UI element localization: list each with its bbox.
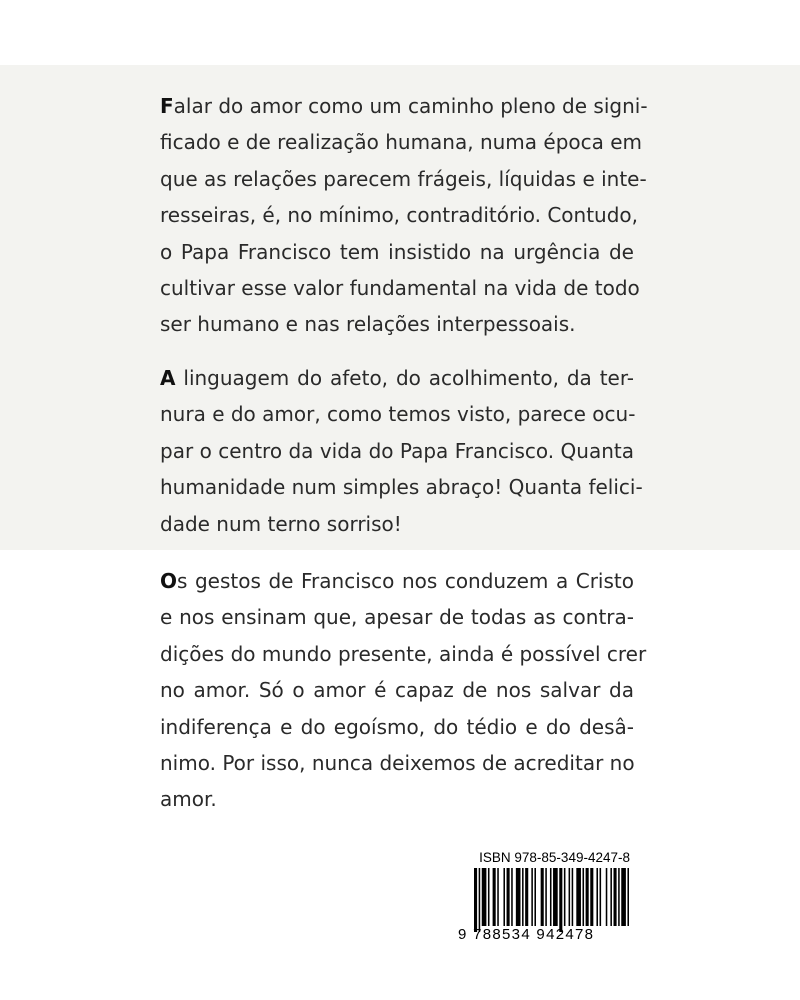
barcode-bar-3 [488, 868, 490, 926]
paragraph-3-line-6: nimo. Por isso, nunca deixemos de acreditar no [160, 751, 635, 776]
barcode-bar-26 [596, 868, 598, 926]
barcode-bar-25 [590, 868, 593, 926]
paragraph-2-initial: A [160, 366, 176, 390]
barcode-bar-16 [550, 868, 552, 926]
barcode-digits: 9 788534 942478 [458, 926, 595, 943]
paragraph-2 [160, 360, 643, 542]
paragraph-1-line-2: ficado e de realização humana, numa época em [160, 130, 643, 155]
paragraph-1-line-6: cultivar esse valor fundamental na vida de todo [160, 276, 640, 301]
barcode-bar-17 [553, 868, 558, 926]
paragraph-3-line-7: amor. [160, 787, 217, 812]
barcode-bar-1 [479, 868, 481, 932]
paragraph-3 [160, 563, 647, 818]
barcode-bar-31 [618, 868, 620, 926]
paragraph-2-line-2: nura e do amor, como temos visto, parece ocu- [160, 402, 636, 427]
barcode-bar-11 [525, 868, 528, 926]
paragraph-3-line-5: indiferença e do egoísmo, do tédio e do desâ- [160, 714, 634, 739]
barcode-bar-30 [614, 868, 617, 926]
paragraph-1-line-4: resseiras, é, no mínimo, contraditório. Contudo, [160, 203, 639, 228]
barcode-bar-4 [493, 868, 496, 926]
barcode-bar-13 [534, 868, 536, 926]
barcode-bar-14 [541, 868, 544, 926]
paragraph-3-line-3: dições do mundo presente, ainda é possível crer [160, 641, 647, 666]
barcode-bar-19 [564, 868, 566, 926]
barcode-bar-10 [522, 868, 524, 926]
paragraph-2-line-3: par o centro da vida do Papa Francisco. Quanta [160, 438, 634, 463]
paragraph-1-line-5: o Papa Francisco tem insistido na urgência de [160, 239, 634, 264]
barcode-bar-2 [482, 868, 487, 926]
barcode-bar-28 [606, 868, 608, 926]
paragraph-1-line-1: Falar do amor como um caminho pleno de signi- [160, 94, 648, 118]
barcode-bar-0 [474, 868, 477, 932]
paragraph-2-line-1: A linguagem do afeto, do acolhimento, da ter- [160, 366, 634, 390]
barcode-bar-6 [503, 868, 505, 926]
paragraph-1-line-3: que as relações parecem frágeis, líquidas e inte- [160, 166, 647, 191]
isbn-label: ISBN 978-85-349-4247-8 [479, 850, 630, 865]
barcode-bar-32 [621, 868, 626, 926]
barcode-bar-20 [569, 868, 571, 926]
barcode-bar-7 [507, 868, 510, 926]
barcode-bar-18 [559, 868, 562, 932]
paragraph-3-line-2: e nos ensinam que, apesar de todas as contra- [160, 605, 634, 630]
paragraph-2-line-5: dade num terno sorriso! [160, 511, 402, 536]
paragraph-3-line-4: no amor. Só o amor é capaz de nos salvar da [160, 678, 634, 703]
isbn-barcode [458, 850, 630, 946]
barcode-bar-29 [610, 868, 612, 926]
barcode-bar-8 [511, 868, 513, 926]
paragraph-1-initial: F [160, 94, 174, 118]
paragraph-1-line-7: ser humano e nas relações interpessoais. [160, 312, 576, 337]
barcode-bar-12 [531, 868, 533, 926]
barcode-bar-22 [576, 868, 581, 926]
barcode-bar-33 [627, 868, 629, 926]
paragraph-3-initial: O [160, 569, 178, 593]
barcode-bar-23 [583, 868, 585, 926]
barcode-bar-24 [586, 868, 589, 926]
barcode-bar-9 [516, 868, 521, 926]
barcode-bar-21 [572, 868, 574, 926]
barcode-bar-27 [600, 868, 602, 926]
barcode-bar-5 [497, 868, 499, 926]
paragraph-3-line-1: Os gestos de Francisco nos conduzem a Cristo [160, 569, 634, 593]
paragraph-2-line-4: humanidade num simples abraço! Quanta felici- [160, 475, 643, 500]
barcode-bar-15 [545, 868, 547, 926]
paragraph-1 [160, 88, 648, 343]
